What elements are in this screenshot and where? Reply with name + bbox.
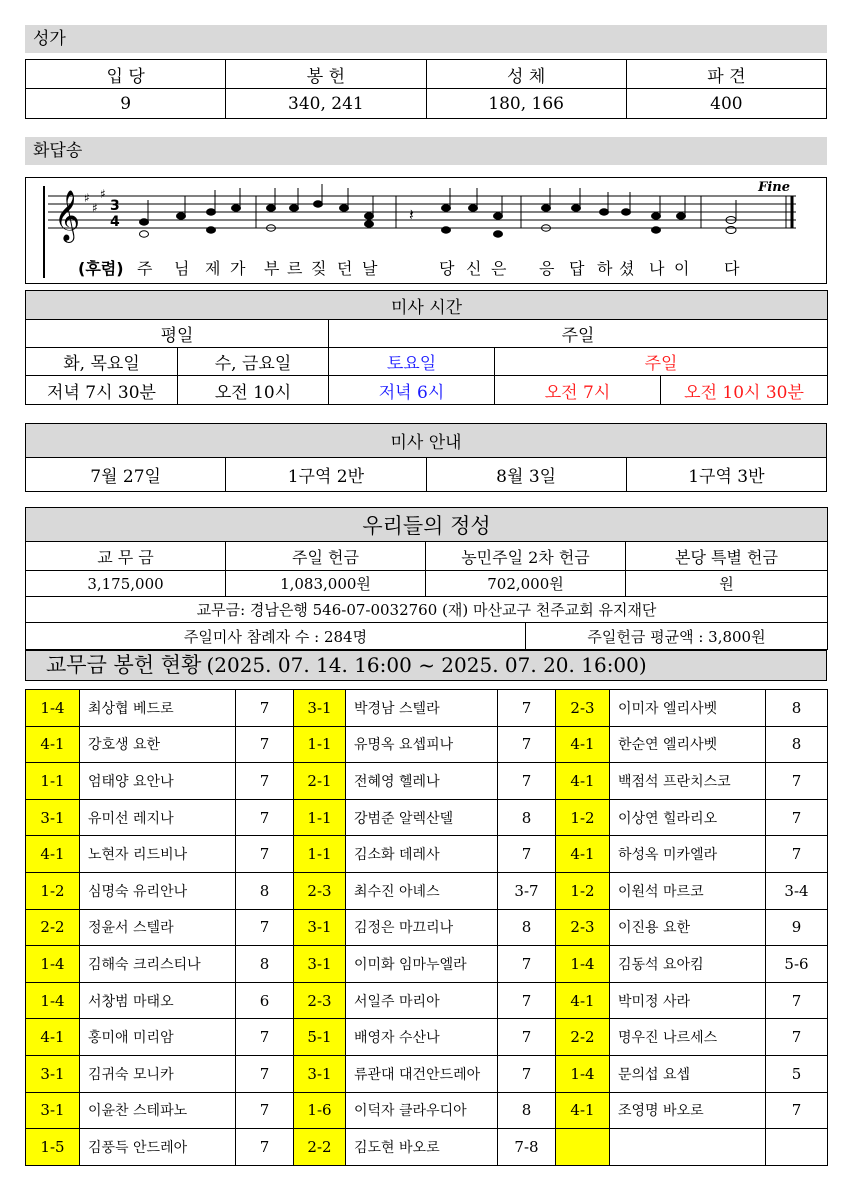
lyric-syllable: 나	[649, 259, 665, 278]
choir-section	[25, 25, 827, 119]
choir-header: 성가	[25, 25, 827, 53]
months-paid: 9	[766, 909, 828, 946]
psalm-section	[25, 137, 827, 284]
months-paid: 7	[236, 836, 294, 873]
offering-val-special: 원	[626, 571, 828, 597]
day-sunday: 주일	[495, 348, 828, 376]
member-name: 서일주 마리아	[346, 982, 498, 1019]
months-paid: 7	[498, 690, 556, 727]
offering-val-sunday: 1,083,000원	[226, 571, 426, 597]
zone-code: 1-1	[294, 726, 346, 763]
lyric-syllable: 셨	[619, 259, 635, 278]
guide-zone-2: 1구역 3반	[626, 458, 826, 492]
member-name: 유명옥 요셉피나	[346, 726, 498, 763]
lyric-syllable: 신	[466, 259, 482, 278]
offering-val-parish-dues: 3,175,000	[26, 571, 226, 597]
lyric-syllable: 은	[491, 259, 507, 278]
member-name: 노현자 리드비나	[80, 836, 236, 873]
member-name: 박미정 사라	[610, 982, 766, 1019]
member-name: 유미선 레지나	[80, 799, 236, 836]
member-name: 강범준 알렉산델	[346, 799, 498, 836]
svg-text:♯: ♯	[100, 187, 106, 201]
table-row	[26, 909, 828, 946]
months-paid: 7	[236, 799, 294, 836]
lyric-syllable: 당	[439, 259, 455, 278]
zone-code: 1-1	[294, 799, 346, 836]
zone-code: 3-1	[294, 690, 346, 727]
member-name: 최수진 아녜스	[346, 872, 498, 909]
attendance-count: 주일미사 참례자 수 : 284명	[26, 623, 526, 650]
choir-val-offertory: 340, 241	[226, 89, 426, 119]
months-paid: 8	[498, 1092, 556, 1129]
table-row	[26, 799, 828, 836]
months-paid: 7	[236, 1092, 294, 1129]
zone-code: 1-2	[556, 799, 610, 836]
zone-code: 1-5	[26, 1129, 80, 1166]
months-paid: 5-6	[766, 946, 828, 983]
svg-text:3: 3	[110, 198, 120, 214]
months-paid: 7	[498, 1055, 556, 1092]
table-row	[26, 1019, 828, 1056]
months-paid: 7	[498, 726, 556, 763]
months-paid: 7	[766, 982, 828, 1019]
refrain-label: (후렴)	[78, 259, 124, 278]
months-paid: 8	[498, 909, 556, 946]
table-row	[26, 1055, 828, 1092]
choir-val-dismissal: 400	[626, 89, 826, 119]
guide-date-1: 7월 27일	[26, 458, 226, 492]
zone-code: 4-1	[26, 726, 80, 763]
offering-table	[25, 507, 828, 623]
lyric-syllable: 짖	[311, 259, 327, 278]
months-paid: 6	[236, 982, 294, 1019]
offering-col-parish-dues: 교 무 금	[26, 542, 226, 571]
table-row	[26, 690, 828, 727]
mass-time-table	[25, 290, 828, 405]
member-name: 조영명 바오로	[610, 1092, 766, 1129]
choir-val-entrance: 9	[26, 89, 226, 119]
member-name: 이미화 임마누엘라	[346, 946, 498, 983]
attendance-table	[25, 622, 828, 650]
lyric-syllable: 날	[362, 259, 378, 278]
table-row	[26, 982, 828, 1019]
offering-val-farmer: 702,000원	[426, 571, 626, 597]
lyric-syllable: 르	[287, 259, 303, 278]
zone-code: 1-1	[294, 836, 346, 873]
choir-col-entrance: 입 당	[26, 60, 226, 89]
member-name: 심명숙 유리안나	[80, 872, 236, 909]
zone-code: 4-1	[556, 982, 610, 1019]
zone-code: 4-1	[556, 1092, 610, 1129]
member-name: 이원석 마르코	[610, 872, 766, 909]
member-name: 박경남 스텔라	[346, 690, 498, 727]
zone-code: 1-4	[26, 946, 80, 983]
member-name: 전혜영 헬레나	[346, 763, 498, 800]
zone-code: 2-3	[294, 982, 346, 1019]
zone-code: 2-3	[556, 690, 610, 727]
months-paid: 7	[236, 690, 294, 727]
member-name: 정윤서 스텔라	[80, 909, 236, 946]
member-name: 이진용 요한	[610, 909, 766, 946]
time-wed-fri: 오전 10시	[178, 376, 329, 405]
day-tue-thu: 화, 목요일	[26, 348, 178, 376]
choir-col-offertory: 봉 헌	[226, 60, 426, 89]
zone-code: 4-1	[26, 836, 80, 873]
zone-code: 1-2	[556, 872, 610, 909]
status-table-wrap	[25, 689, 827, 1166]
lyric-syllable: 다	[724, 259, 740, 278]
zone-code: 2-3	[294, 872, 346, 909]
months-paid: 7	[236, 1019, 294, 1056]
choir-col-communion: 성 체	[426, 60, 626, 89]
zone-code: 1-4	[26, 982, 80, 1019]
zone-code: 2-3	[556, 909, 610, 946]
member-name: 김풍득 안드레아	[80, 1129, 236, 1166]
member-name: 이미자 엘리사벳	[610, 690, 766, 727]
lyric-syllable: 답	[569, 259, 585, 278]
months-paid: 7	[498, 946, 556, 983]
time-saturday: 저녁 6시	[329, 376, 495, 405]
months-paid	[766, 1129, 828, 1166]
zone-code: 1-4	[556, 1055, 610, 1092]
zone-code: 2-2	[26, 909, 80, 946]
music-score	[25, 177, 827, 284]
lyric-syllable: 던	[337, 259, 353, 278]
member-name: 류관대 대건안드레아	[346, 1055, 498, 1092]
offering-col-special: 본당 특별 헌금	[626, 542, 828, 571]
choir-col-dismissal: 파 견	[626, 60, 826, 89]
table-row	[26, 1129, 828, 1166]
account-info: 교무금: 경남은행 546-07-0032760 (재) 마산교구 천주교회 유지재단	[26, 597, 828, 623]
mass-time-section	[25, 290, 827, 405]
lyric-syllable: 님	[174, 259, 190, 278]
guide-zone-1: 1구역 2반	[226, 458, 426, 492]
status-table	[25, 689, 828, 1166]
sunday-label: 주일	[329, 320, 828, 348]
offering-col-farmer: 농민주일 2차 헌금	[426, 542, 626, 571]
member-name: 한순연 엘리사벳	[610, 726, 766, 763]
zone-code: 3-1	[26, 1092, 80, 1129]
weekday-label: 평일	[26, 320, 329, 348]
lyric-syllable: 제	[205, 259, 221, 278]
offering-section	[25, 507, 827, 650]
status-title: 교무금 봉헌 현황	[46, 653, 202, 677]
months-paid: 3-4	[766, 872, 828, 909]
average-offering: 주일헌금 평균액 : 3,800원	[526, 623, 828, 650]
table-row	[26, 726, 828, 763]
zone-code: 1-2	[26, 872, 80, 909]
zone-code: 3-1	[294, 946, 346, 983]
table-row	[26, 836, 828, 873]
zone-code: 1-4	[26, 690, 80, 727]
choir-val-communion: 180, 166	[426, 89, 626, 119]
months-paid: 8	[236, 872, 294, 909]
member-name: 김도현 바오로	[346, 1129, 498, 1166]
zone-code: 3-1	[294, 909, 346, 946]
svg-text:𝄞: 𝄞	[54, 190, 81, 241]
mass-guide-table	[25, 423, 827, 492]
member-name	[610, 1129, 766, 1166]
months-paid: 7	[498, 763, 556, 800]
table-row	[26, 872, 828, 909]
member-name: 이덕자 클라우디아	[346, 1092, 498, 1129]
months-paid: 7	[236, 726, 294, 763]
time-tue-thu: 저녁 7시 30분	[26, 376, 178, 405]
lyric-syllable: 주	[137, 259, 153, 278]
member-name: 김소화 데레사	[346, 836, 498, 873]
member-name: 이상연 힐라리오	[610, 799, 766, 836]
day-saturday: 토요일	[329, 348, 495, 376]
months-paid: 3-7	[498, 872, 556, 909]
mass-time-title: 미사 시간	[26, 291, 828, 320]
months-paid: 7	[766, 763, 828, 800]
zone-code: 3-1	[26, 799, 80, 836]
zone-code: 1-1	[26, 763, 80, 800]
lyric-syllable: 가	[230, 259, 246, 278]
months-paid: 8	[766, 690, 828, 727]
offering-col-sunday: 주일 헌금	[226, 542, 426, 571]
offering-title: 우리들의 정성	[26, 508, 828, 542]
time-sunday-early: 오전 7시	[495, 376, 661, 405]
months-paid: 7	[236, 763, 294, 800]
time-sunday-late: 오전 10시 30분	[661, 376, 828, 405]
zone-code: 2-1	[294, 763, 346, 800]
zone-code: 3-1	[294, 1055, 346, 1092]
member-name: 김정은 마끄리나	[346, 909, 498, 946]
zone-code: 4-1	[26, 1019, 80, 1056]
zone-code: 2-2	[556, 1019, 610, 1056]
zone-code: 1-6	[294, 1092, 346, 1129]
guide-date-2: 8월 3일	[426, 458, 626, 492]
svg-text:♯: ♯	[84, 191, 90, 205]
months-paid: 7	[236, 1129, 294, 1166]
months-paid: 8	[498, 799, 556, 836]
mass-guide-section	[25, 423, 827, 492]
months-paid: 7	[236, 909, 294, 946]
months-paid: 8	[766, 726, 828, 763]
svg-text:𝄽: 𝄽	[409, 205, 414, 224]
months-paid: 7	[766, 799, 828, 836]
table-row	[26, 946, 828, 983]
mass-guide-title: 미사 안내	[26, 424, 827, 458]
member-name: 백점석 프란치스코	[610, 763, 766, 800]
member-name: 명우진 나르세스	[610, 1019, 766, 1056]
member-name: 김해숙 크리스티나	[80, 946, 236, 983]
months-paid: 7	[766, 836, 828, 873]
zone-code: 3-1	[26, 1055, 80, 1092]
months-paid: 7	[766, 1019, 828, 1056]
months-paid: 7	[498, 1019, 556, 1056]
months-paid: 5	[766, 1055, 828, 1092]
zone-code: 4-1	[556, 763, 610, 800]
zone-code: 5-1	[294, 1019, 346, 1056]
months-paid: 7	[236, 1055, 294, 1092]
day-wed-fri: 수, 금요일	[178, 348, 329, 376]
member-name: 최상협 베드로	[80, 690, 236, 727]
months-paid: 7	[498, 982, 556, 1019]
psalm-header: 화답송	[25, 137, 827, 165]
lyric-syllable: 하	[597, 259, 613, 278]
member-name: 홍미애 미리암	[80, 1019, 236, 1056]
fine-mark: Fine	[758, 180, 790, 195]
zone-code: 1-4	[556, 946, 610, 983]
lyric-syllables	[26, 256, 826, 278]
zone-code: 4-1	[556, 726, 610, 763]
table-row	[26, 1092, 828, 1129]
table-row	[26, 763, 828, 800]
lyric-syllable: 부	[264, 259, 280, 278]
member-name: 김동석 요아킴	[610, 946, 766, 983]
months-paid: 7-8	[498, 1129, 556, 1166]
member-name: 엄태양 요안나	[80, 763, 236, 800]
svg-text:4: 4	[110, 214, 120, 230]
zone-code	[556, 1129, 610, 1166]
months-paid: 7	[498, 836, 556, 873]
choir-table	[25, 59, 827, 119]
zone-code: 4-1	[556, 836, 610, 873]
status-header	[25, 650, 827, 681]
months-paid: 7	[766, 1092, 828, 1129]
lyric-syllable: 응	[539, 259, 555, 278]
status-period: (2025. 07. 14. 16:00 ~ 2025. 07. 20. 16:00)	[206, 653, 647, 677]
months-paid: 8	[236, 946, 294, 983]
zone-code: 2-2	[294, 1129, 346, 1166]
member-name: 김귀숙 모니카	[80, 1055, 236, 1092]
member-name: 배영자 수산나	[346, 1019, 498, 1056]
member-name: 문의섭 요셉	[610, 1055, 766, 1092]
member-name: 하성옥 미카엘라	[610, 836, 766, 873]
svg-text:♯: ♯	[92, 201, 98, 215]
lyric-syllable: 이	[674, 259, 690, 278]
member-name: 강호생 요한	[80, 726, 236, 763]
member-name: 서창범 마태오	[80, 982, 236, 1019]
member-name: 이윤찬 스테파노	[80, 1092, 236, 1129]
